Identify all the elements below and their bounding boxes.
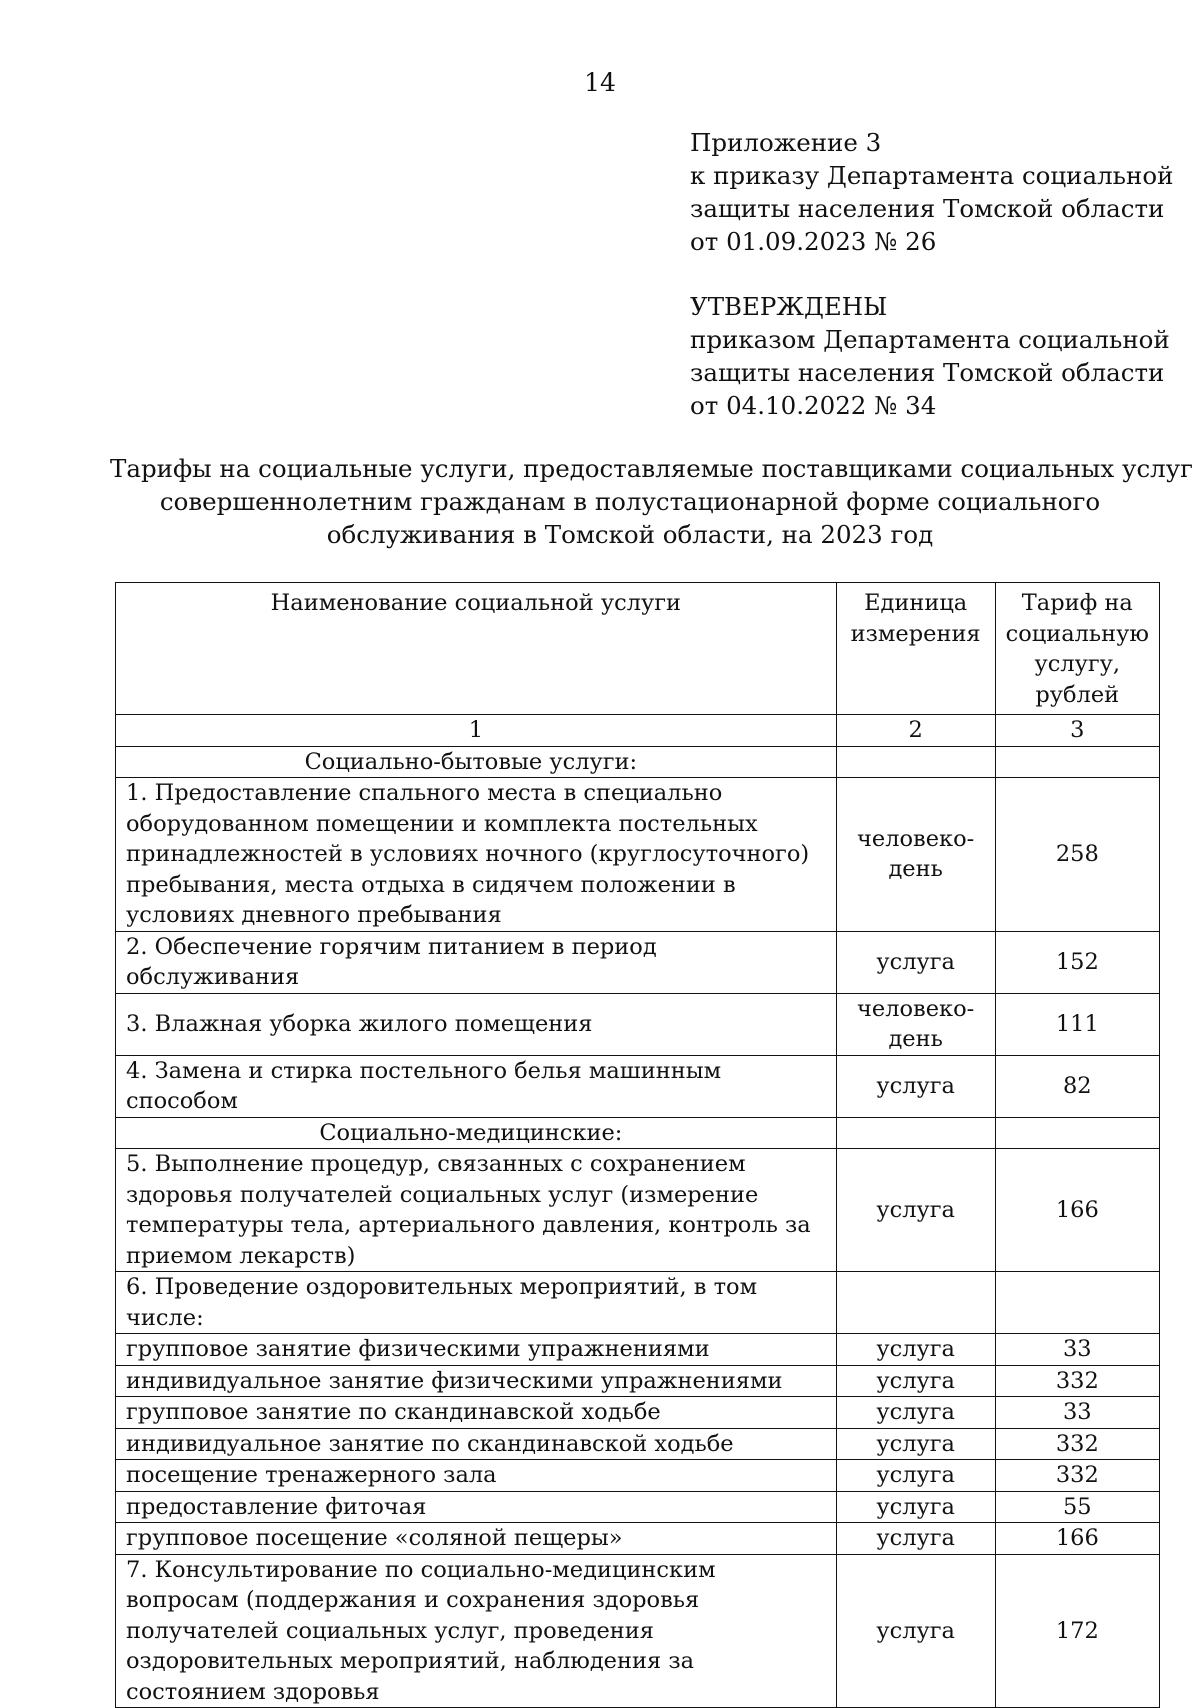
table-row xyxy=(116,1272,1160,1334)
table-row xyxy=(116,1149,1160,1272)
table-row xyxy=(116,778,1160,932)
tariff-cell: 332 xyxy=(995,1428,1159,1460)
section-title: Социально-бытовые услуги: xyxy=(116,746,837,778)
tariff-cell: 111 xyxy=(995,993,1159,1055)
attachment-line: от 01.09.2023 № 26 xyxy=(690,227,937,256)
table-row xyxy=(116,1460,1160,1492)
tariff-cell: 172 xyxy=(995,1554,1159,1708)
title-line: Тарифы на социальные услуги, предоставляемые поставщиками социальных услуг xyxy=(110,454,1193,483)
column-index: 3 xyxy=(995,715,1159,747)
approval-block xyxy=(690,290,1170,422)
service-name-cell: 7. Консультирование по социально-медицинским вопросам (поддержания и сохранения здоровья получателей социальных услуг, проведения оздоровительных мероприятий, наблюдения за состоянием здоровья xyxy=(116,1554,837,1708)
section-title: Социально-медицинские: xyxy=(116,1117,837,1149)
unit-cell: услуга xyxy=(836,1149,995,1272)
unit-cell: услуга xyxy=(836,1397,995,1429)
unit-cell: человеко-день xyxy=(836,993,995,1055)
table-row xyxy=(116,1491,1160,1523)
service-name-cell: 3. Влажная уборка жилого помещения xyxy=(116,993,837,1055)
page-number: 14 xyxy=(584,68,616,97)
approval-line: защиты населения Томской области xyxy=(690,358,1165,387)
service-name-cell: групповое посещение «соляной пещеры» xyxy=(116,1523,837,1555)
column-index: 1 xyxy=(116,715,837,747)
approval-line: приказом Департамента социальной xyxy=(690,325,1170,354)
unit-cell: услуга xyxy=(836,1523,995,1555)
title-line: обслуживания в Томской области, на 2023 год xyxy=(326,520,934,549)
tariff-cell: 258 xyxy=(995,778,1159,932)
service-name-cell: предоставление фиточая xyxy=(116,1491,837,1523)
tariff-cell xyxy=(995,1272,1159,1334)
service-name-cell: индивидуальное занятие физическими упражнениями xyxy=(116,1365,837,1397)
document-title xyxy=(110,452,1193,551)
tariff-cell: 152 xyxy=(995,931,1159,993)
tariff-cell: 33 xyxy=(995,1334,1159,1366)
table-row xyxy=(116,1523,1160,1555)
service-name-cell: 6. Проведение оздоровительных мероприятий, в том числе: xyxy=(116,1272,837,1334)
unit-cell: человеко-день xyxy=(836,778,995,932)
service-name-cell: индивидуальное занятие по скандинавской ходьбе xyxy=(116,1428,837,1460)
tariff-cell: 332 xyxy=(995,1460,1159,1492)
tariff-cell: 166 xyxy=(995,1149,1159,1272)
tariff-cell: 55 xyxy=(995,1491,1159,1523)
tariff-cell: 82 xyxy=(995,1055,1159,1117)
header-tariff: Тариф на социальную услугу, рублей xyxy=(995,583,1159,715)
table-row xyxy=(116,1554,1160,1708)
service-name-cell: 2. Обеспечение горячим питанием в период обслуживания xyxy=(116,931,837,993)
tariff-cell: 166 xyxy=(995,1523,1159,1555)
unit-cell xyxy=(836,746,995,778)
service-name-cell: 4. Замена и стирка постельного белья машинным способом xyxy=(116,1055,837,1117)
table-row xyxy=(116,1055,1160,1117)
approval-heading: УТВЕРЖДЕНЫ xyxy=(690,292,888,321)
attachment-block xyxy=(690,126,1173,258)
table-row xyxy=(116,1334,1160,1366)
tariff-table xyxy=(115,582,1160,1708)
tariff-cell xyxy=(995,1117,1159,1149)
approval-line: от 04.10.2022 № 34 xyxy=(690,391,937,420)
table-row xyxy=(116,1365,1160,1397)
service-name-cell: групповое занятие по скандинавской ходьбе xyxy=(116,1397,837,1429)
unit-cell: услуга xyxy=(836,1460,995,1492)
service-name-cell: 1. Предоставление спального места в специально оборудованном помещении и комплекта постельных принадлежностей в условиях ночного (круглосуточного) пребывания, места отдыха в сидячем положении в условиях дневного пребывания xyxy=(116,778,837,932)
unit-cell: услуга xyxy=(836,1055,995,1117)
title-line: совершеннолетним гражданам в полустационарной форме социального xyxy=(159,487,1101,516)
tariff-cell: 332 xyxy=(995,1365,1159,1397)
service-name-cell: 5. Выполнение процедур, связанных с сохранением здоровья получателей социальных услуг (измерение температуры тела, артериального давления, контроль за приемом лекарств) xyxy=(116,1149,837,1272)
table-row xyxy=(116,931,1160,993)
unit-cell: услуга xyxy=(836,1554,995,1708)
unit-cell xyxy=(836,1117,995,1149)
unit-cell: услуга xyxy=(836,1334,995,1366)
service-name-cell: групповое занятие физическими упражнениями xyxy=(116,1334,837,1366)
table-row xyxy=(116,993,1160,1055)
unit-cell xyxy=(836,1272,995,1334)
table-header-row xyxy=(116,583,1160,715)
tariff-cell xyxy=(995,746,1159,778)
tariff-cell: 33 xyxy=(995,1397,1159,1429)
unit-cell: услуга xyxy=(836,1365,995,1397)
attachment-line: Приложение 3 xyxy=(690,128,882,157)
column-index-row xyxy=(116,715,1160,747)
unit-cell: услуга xyxy=(836,1491,995,1523)
header-unit: Единица измерения xyxy=(836,583,995,715)
service-name-cell: посещение тренажерного зала xyxy=(116,1460,837,1492)
header-service-name: Наименование социальной услуги xyxy=(116,583,837,715)
attachment-line: защиты населения Томской области xyxy=(690,194,1165,223)
column-index: 2 xyxy=(836,715,995,747)
unit-cell: услуга xyxy=(836,1428,995,1460)
table-row xyxy=(116,1428,1160,1460)
table-row xyxy=(116,1397,1160,1429)
section-row xyxy=(116,746,1160,778)
section-row xyxy=(116,1117,1160,1149)
unit-cell: услуга xyxy=(836,931,995,993)
attachment-line: к приказу Департамента социальной xyxy=(690,161,1174,190)
